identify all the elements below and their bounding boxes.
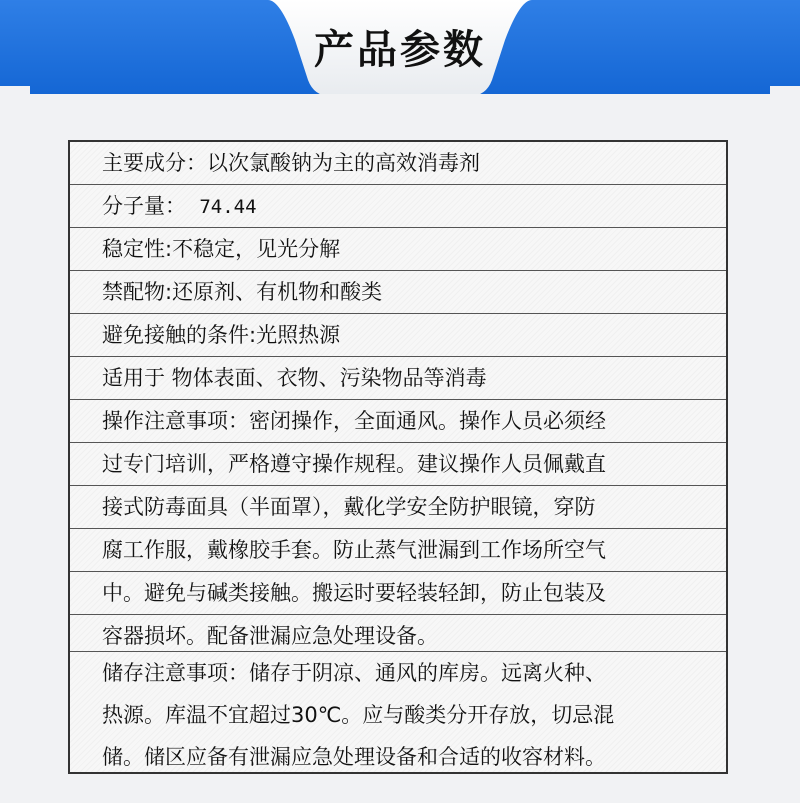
table-row-stability — [70, 228, 726, 271]
table-row-storage-notes — [70, 652, 726, 776]
header-banner — [0, 0, 800, 96]
operation-notes-line: 过专门培训，严格遵守操作规程。建议操作人员佩戴直 — [70, 442, 726, 485]
storage-notes-line: 热源。库温不宜超过30℃。应与酸类分开存放，切忌混 — [102, 703, 615, 727]
usage-text: 适用于 物体表面、衣物、污染物品等消毒 — [102, 366, 487, 390]
product-parameter-table — [68, 140, 728, 774]
table-row-composition — [70, 142, 726, 185]
operation-notes-line: 操作注意事项：密闭操作，全面通风。操作人员必须经 — [102, 409, 606, 433]
table-row-usage — [70, 357, 726, 400]
avoid-conditions-text: 避免接触的条件:光照热源 — [102, 323, 341, 347]
composition-text: 主要成分：以次氯酸钠为主的高效消毒剂 — [102, 151, 480, 175]
molecular-weight-text — [70, 185, 726, 227]
storage-notes-line: 储存注意事项：储存于阴凉、通风的库房。远离火种、 — [102, 661, 606, 685]
molecular-weight-value: 74.44 — [199, 196, 257, 218]
page-title: 产品参数 — [314, 27, 486, 73]
operation-notes-line: 中。避免与碱类接触。搬运时要轻装轻卸，防止包装及 — [70, 571, 726, 614]
molecular-weight-label: 分子量： — [102, 194, 186, 218]
stability-text: 稳定性:不稳定，见光分解 — [102, 237, 341, 261]
operation-notes-line: 接式防毒面具（半面罩），戴化学安全防护眼镜，穿防 — [70, 485, 726, 528]
incompatible-text: 禁配物:还原剂、有机物和酸类 — [102, 280, 383, 304]
table-row-operation-notes — [70, 400, 726, 652]
table-row-incompatible — [70, 271, 726, 314]
operation-notes-line: 容器损坏。配备泄漏应急处理设备。 — [70, 614, 726, 657]
operation-notes-line: 腐工作服，戴橡胶手套。防止蒸气泄漏到工作场所空气 — [70, 528, 726, 571]
table-row-molecular-weight — [70, 185, 726, 228]
storage-notes-line: 储。储区应备有泄漏应急处理设备和合适的收容材料。 — [102, 745, 606, 769]
table-row-avoid-conditions — [70, 314, 726, 357]
